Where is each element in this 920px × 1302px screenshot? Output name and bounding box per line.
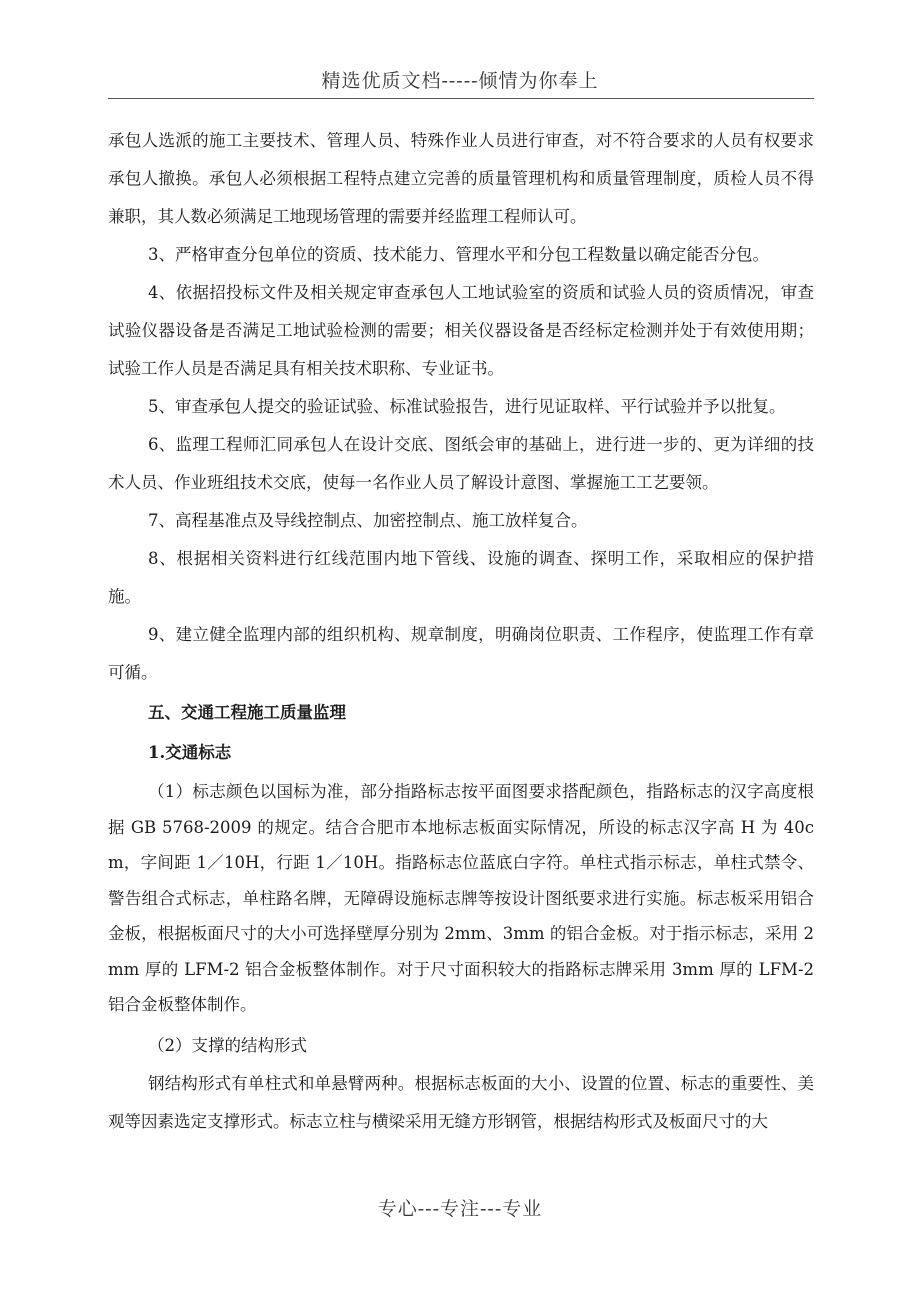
header-divider xyxy=(108,98,814,99)
paragraph-item-8: 8、根据相关资料进行红线范围内地下管线、设施的调查、探明工作，采取相应的保护措施。 xyxy=(108,549,814,606)
subsection-heading: 1.交通标志 xyxy=(148,743,232,762)
paragraph-item-7: 7、高程基准点及导线控制点、加密控制点、施工放样复合。 xyxy=(148,511,588,530)
paragraph-traffic-sign-color: （1）标志颜色以国标为准，部分指路标志按平面图要求搭配颜色，指路标志的汉字高度根据 GB 5768-2009 的规定。结合合肥市本地标志板面实际情况，所设的标志汉字高 H 为 40cm，字间距 1／10H，行距 1／10H。指路标志位蓝底白字符。单柱式指示标志，单柱式禁令、警告组合式标志，单柱路名牌，无障碍设施标志牌等按设计图纸要求进行实施。标志板采用铝合金板，根据板面尺寸的大小可选择壁厚分别为 2mm、3mm 的铝合金板。对于指示标志，采用 2mm 厚的 LFM-2 铝合金板整体制作。对于尺寸面积较大的指路标志牌采用 3mm 厚的 LFM-2 铝合金板整体制作。 xyxy=(108,782,814,1014)
paragraph-item-9: 9、建立健全监理内部的组织机构、规章制度，明确岗位职责、工作程序，使监理工作有章可循。 xyxy=(108,625,814,682)
paragraph-steel-structure: 钢结构形式有单柱式和单悬臂两种。根据标志板面的大小、设置的位置、标志的重要性、美观等因素选定支撑形式。标志立柱与横梁采用无缝方形钢管，根据结构形式及板面尺寸的大 xyxy=(108,1073,814,1131)
subheading-support-structure: （2）支撑的结构形式 xyxy=(148,1035,307,1055)
document-body xyxy=(108,122,814,1141)
paragraph-item-6: 6、监理工程师汇同承包人在设计交底、图纸会审的基础上，进行进一步的、更为详细的技术人员、作业班组技术交底，使每一名作业人员了解设计意图、掌握施工工艺要领。 xyxy=(108,435,814,492)
section-heading: 五、交通工程施工质量监理 xyxy=(148,703,346,722)
paragraph-item-5: 5、审查承包人提交的验证试验、标准试验报告，进行见证取样、平行试验并予以批复。 xyxy=(148,397,786,416)
page-footer: 专心---专注---专业 xyxy=(377,1198,543,1220)
paragraph-item-3: 3、严格审查分包单位的资质、技术能力、管理水平和分包工程数量以确定能否分包。 xyxy=(148,245,769,264)
page-header: 精选优质文档-----倾情为你奉上 xyxy=(321,70,599,92)
paragraph-item-4: 4、依据招投标文件及相关规定审查承包人工地试验室的资质和试验人员的资质情况，审查试验仪器设备是否满足工地试验检测的需要；相关仪器设备是否经标定检测并处于有效使用期；试验工作人员是否满足具有相关技术职称、专业证书。 xyxy=(108,283,814,378)
paragraph-continuation: 承包人选派的施工主要技术、管理人员、特殊作业人员进行审查，对不符合要求的人员有权要求承包人撤换。承包人必须根据工程特点建立完善的质量管理机构和质量管理制度，质检人员不得兼职，其人数必须满足工地现场管理的需要并经监理工程师认可。 xyxy=(108,131,814,226)
